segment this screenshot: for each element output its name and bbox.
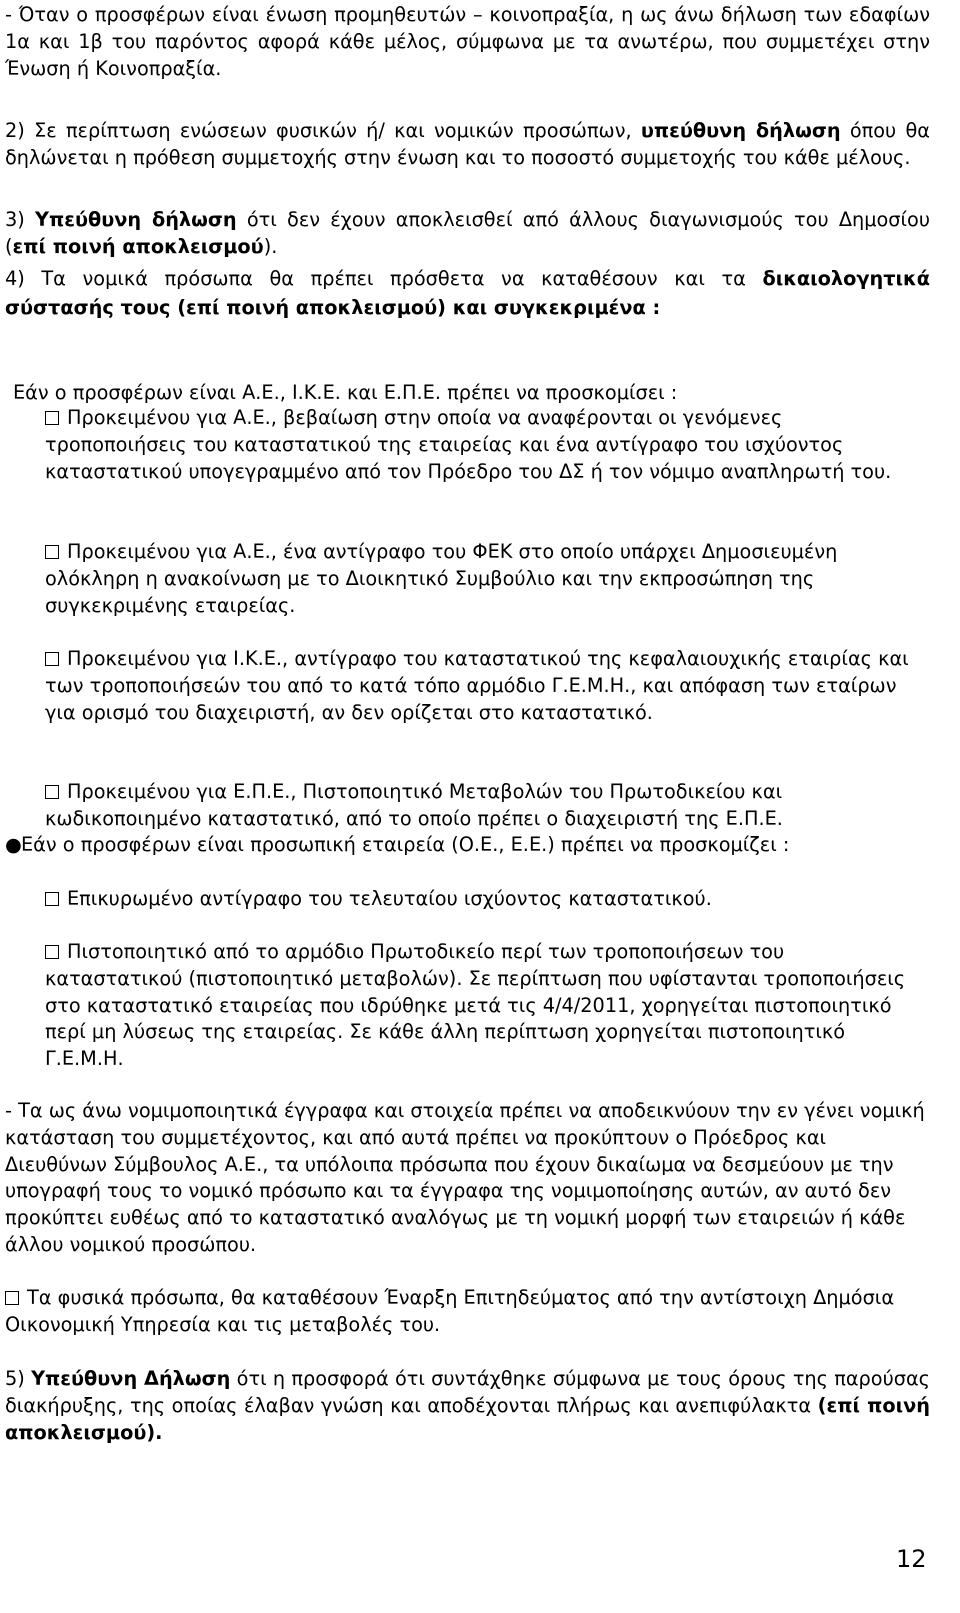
oe-intro: ●Εάν ο προσφέρων είναι προσωπική εταιρεία (Ο.Ε., Ε.Ε.) πρέπει να προσκομίζει :	[5, 832, 789, 859]
paragraph-2-union-declaration: 2) Σε περίπτωση ενώσεων φυσικών ή/ και νομικών προσώπων, υπεύθυνη δήλωση όπου θα δηλώνεται η πρόθεση συμμετοχής στην ένωση και το ποσοστό συμμετοχής του κάθε μέλους.	[5, 119, 930, 169]
bold-penalty: επί ποινή αποκλεισμού	[12, 234, 264, 258]
bold-penalty: (επί ποινή αποκλεισμού).	[5, 1393, 930, 1444]
checkbox-icon[interactable]	[5, 1291, 19, 1305]
paragraph-5-acceptance: 5) Υπεύθυνη Δήλωση ότι η προσφορά ότι συντάχθηκε σύμφωνα με τους όρους της παρούσας διακήρυξης, της οποίας έλαβαν γνώση και αποδέχονται πλήρως και ανεπιφύλακτα (επί ποινή αποκλεισμού).	[5, 1367, 930, 1444]
paragraph-physical-persons: Τα φυσικά πρόσωπα, θα καταθέσουν Έναρξη Επιτηδεύματος από την αντίστοιχη Δημόσια Οικονομική Υπηρεσία και τις μεταβολές του.	[5, 1286, 895, 1336]
ae-item-2	[45, 539, 925, 619]
ae-item-1	[45, 405, 925, 485]
checkbox-icon[interactable]	[45, 785, 59, 799]
checkbox-icon[interactable]	[45, 411, 59, 425]
bold-documents: δικαιολογητικά σύστασής τους (επί ποινή αποκλεισμού) και συγκεκριμένα :	[5, 267, 930, 319]
bold-declaration: υπεύθυνη δήλωση	[640, 119, 841, 142]
paragraph-3-exclusion-declaration: 3) Υπεύθυνη δήλωση ότι δεν έχουν αποκλεισθεί από άλλους διαγωνισμούς του Δημοσίου (επί ποινή αποκλεισμού).	[5, 208, 931, 258]
page-number: 12	[896, 1545, 927, 1573]
paragraph-consortium: - Όταν ο προσφέρων είναι ένωση προμηθευτών – κοινοπραξία, η ως άνω δήλωση των εδαφίων 1α και 1β του παρόντος αφορά κάθε μέλος, σύμφωνα με τα ανωτέρω, που συμμετέχει στην Ένωση ή Κοινοπραξία.	[5, 3, 930, 80]
ae-intro: Εάν ο προσφέρων είναι Α.Ε., Ι.Κ.Ε. και Ε.Π.Ε. πρέπει να προσκομίσει :	[13, 381, 678, 404]
bullet-icon: ●	[5, 833, 22, 856]
bold-declaration: Υπεύθυνη Δήλωση	[31, 1367, 231, 1390]
list-item: Προκειμένου για Ε.Π.Ε., Πιστοποιητικό Μεταβολών του Πρωτοδικείου και κωδικοποιημένο καταστατικό, από το οποίο πρέπει ο διαχειριστή της Ε.Π.Ε.	[45, 780, 783, 830]
checkbox-icon[interactable]	[45, 652, 59, 666]
list-item: Προκειμένου για Ι.Κ.Ε., αντίγραφο του καταστατικού της κεφαλαιουχικής εταιρίας και των τροποποιήσεών του από το κατά τόπο αρμόδιο Γ.Ε.Μ.Η., και απόφαση των εταίρων για ορισμό του διαχειριστή, αν δεν ορίζεται στο καταστατικό.	[45, 647, 909, 724]
list-item: Επικυρωμένο αντίγραφο του τελευταίου ισχύοντος καταστατικού.	[67, 887, 712, 910]
paragraph-legitimation-docs: - Τα ως άνω νομιμοποιητικά έγγραφα και στοιχεία πρέπει να αποδεικνύουν την εν γένει νομική κατάσταση του συμμετέχοντος, και από αυτά πρέπει να προκύπτουν ο Πρόεδρος και Διευθύνων Σύμβουλος Α.Ε., τα υπόλοιπα πρόσωπα που έχουν δικαίωμα να δεσμεύουν με την υπογραφή τους το νομικό πρόσωπο και τα έγγραφα της νομιμοποίησης αυτών, αν αυτό δεν προκύπτει ευθέως από το καταστατικό αναλόγως με τη νομική μορφή των εταιρειών ή κάθε άλλου νομικού προσώπου.	[5, 1099, 925, 1256]
list-item: Πιστοποιητικό από το αρμόδιο Πρωτοδικείο περί των τροποποιήσεων του καταστατικού (πιστοποιητικό μεταβολών). Σε περίπτωση που υφίστανται τροποποιήσεις στο καταστατικό εταιρείας που ιδρύθηκε μετά τις 4/4/2011, χορηγείται πιστοποιητικό περί μη λύσεως της εταιρείας. Σε κάθε άλλη περίπτωση χορηγείται πιστοποιητικό Γ.Ε.Μ.Η.	[45, 940, 906, 1071]
ike-item	[45, 646, 925, 726]
list-item: Προκειμένου για Α.Ε., βεβαίωση στην οποία να αναφέρονται οι γενόμενες τροποποιήσεις του καταστατικού της εταιρείας και ένα αντίγραφο του ισχύοντος καταστατικού υπογεγραμμένο από τον Πρόεδρο του ΔΣ ή τον νόμιμο αναπληρωτή του.	[45, 406, 892, 483]
epe-item	[45, 779, 935, 833]
checkbox-icon[interactable]	[45, 945, 59, 959]
oe-item-1	[45, 886, 925, 913]
checkbox-icon[interactable]	[45, 892, 59, 906]
checkbox-icon[interactable]	[45, 545, 59, 559]
oe-item-2	[45, 939, 925, 1073]
list-item: Προκειμένου για Α.Ε., ένα αντίγραφο του ΦΕΚ στο οποίο υπάρχει Δημοσιευμένη ολόκληρη η ανακοίνωση με το Διοικητικό Συμβούλιο και την εκπροσώπηση της συγκεκριμένης εταιρείας.	[45, 540, 838, 617]
bold-declaration: Υπεύθυνη δήλωση	[35, 208, 237, 231]
paragraph-4-legal-entities: 4) Τα νομικά πρόσωπα θα πρέπει πρόσθετα να καταθέσουν και τα δικαιολογητικά σύστασής τους (επί ποινή αποκλεισμού) και συγκεκριμένα :	[5, 267, 930, 319]
